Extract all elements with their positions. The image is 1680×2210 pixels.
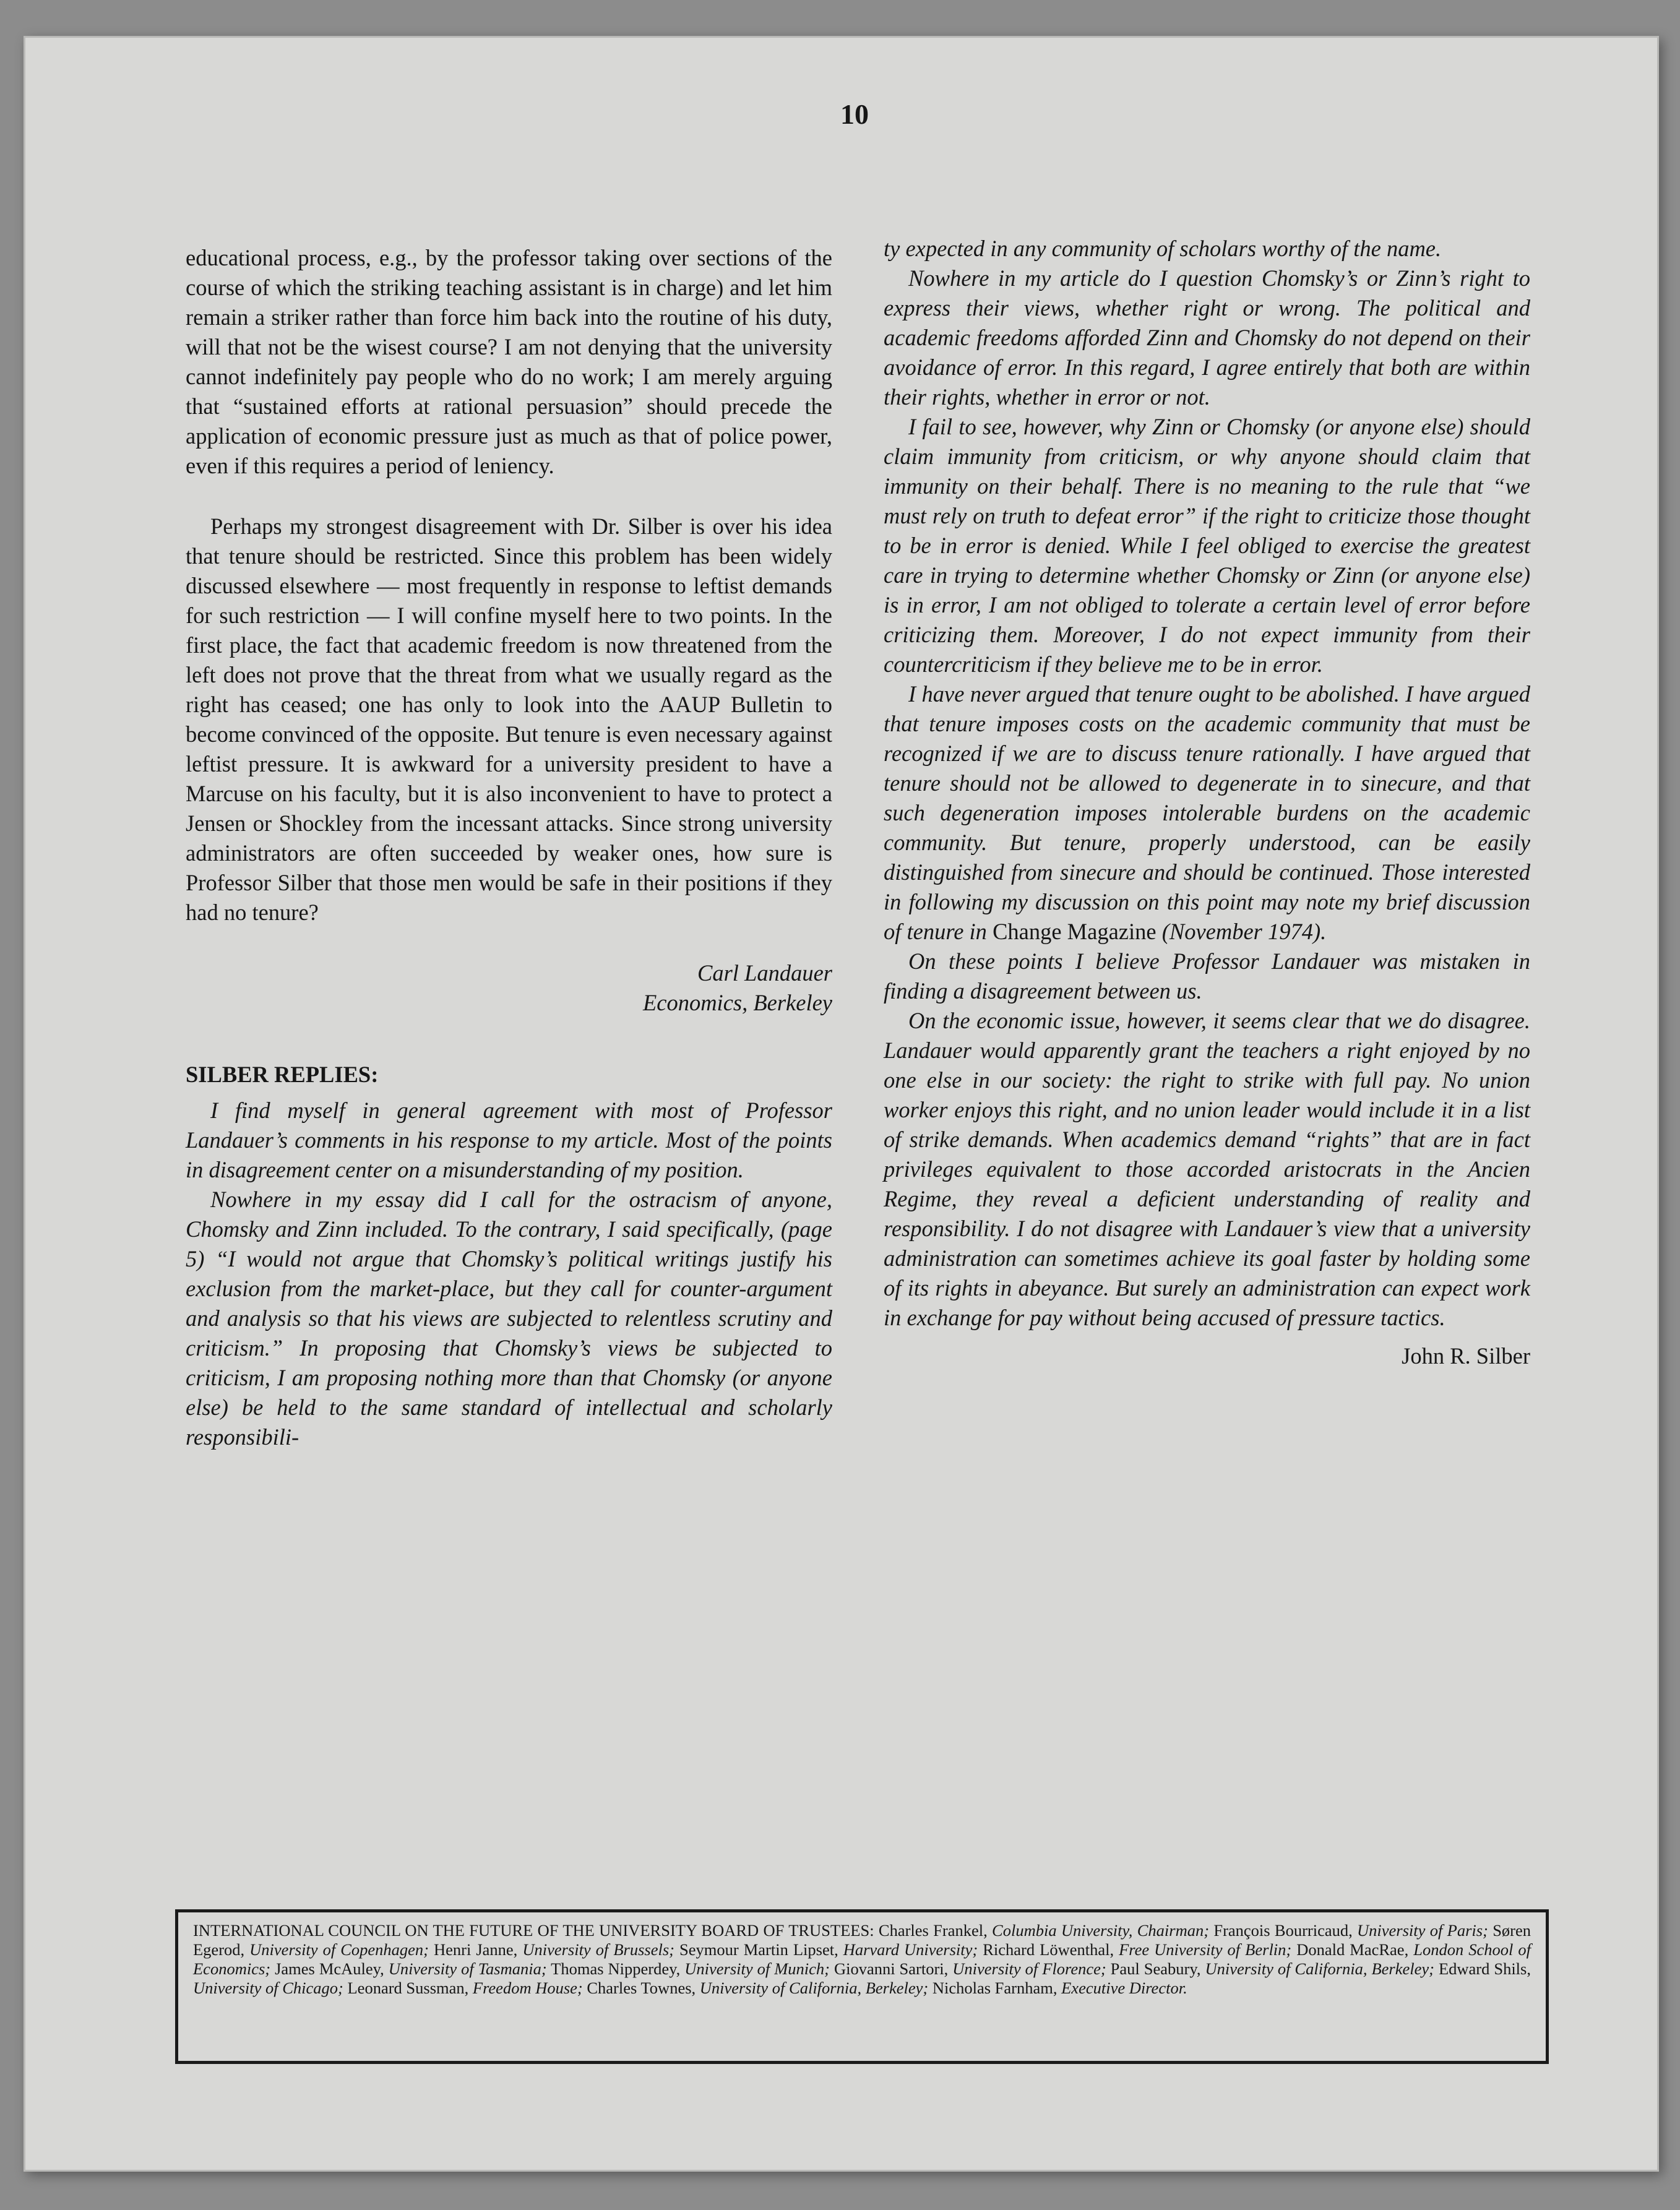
section-heading: SILBER REPLIES: xyxy=(186,1062,379,1087)
trustee-affiliation: Executive Director. xyxy=(1061,1979,1187,1997)
trustee-affiliation: University of Munich; xyxy=(684,1959,830,1978)
trustee-affiliation: Columbia University, Chairman; xyxy=(992,1921,1210,1940)
page-number: 10 xyxy=(840,98,869,130)
left-column xyxy=(186,243,832,1452)
trustee-name: Nicholas Farnham, xyxy=(928,1979,1062,1997)
paragraph: Perhaps my strongest disagreement with Dr. Silber is over his idea that tenure should be restricted. Since this problem has been widely discussed elsewhere — most frequently in response to leftist demands for such restriction — I will confine myself here to two points. In the first place, the fact that academic freedom is now threatened from the left does not prove that the threat from what we usually regard as the right has ceased; one has only to look into the AAUP Bulletin to become convinced of the opposite. But tenure is even necessary against leftist pressure. It is awkward for a university president to have a Marcuse on his faculty, but it is also inconvenient to have to protect a Jensen or Shockley from the incessant attacks. Since strong university administrators are often succeeded by weaker ones, how sure is Professor Silber that those men would be safe in their positions if they had no tenure? xyxy=(186,514,832,925)
trustee-name: François Bourricaud, xyxy=(1209,1921,1358,1940)
trustee-name: Edward Shils, xyxy=(1434,1959,1531,1978)
tenure-text: I have never argued that tenure ought to be abolished. I have argued that tenure imposes costs on the academic community that must be recognized if we are to discuss tenure rationally. I have argued that tenure should not be allowed to degenerate in to sinecure, and that such degeneration imposes intolerable burdens on the academic community. But tenure, properly understood, can be easily distinguished from sinecure and should be continued. Those interested in following my discussion on this point may note my brief discussion of tenure in xyxy=(884,681,1530,944)
trustee-name: Henri Janne, xyxy=(428,1940,523,1959)
trustee-affiliation: University of Florence; xyxy=(952,1959,1106,1978)
landauer-signoff xyxy=(186,958,832,1018)
signoff-name: Carl Landauer xyxy=(697,960,832,986)
trustee-affiliation: University of Paris; xyxy=(1357,1921,1488,1940)
paragraph: I find myself in general agreement with most of Professor Landauer’s comments in his response to my article. Most of the points in disagreement center on a misunderstanding of my position. xyxy=(186,1098,832,1182)
trustee-affiliation: University of Chicago; xyxy=(193,1979,343,1997)
signoff-affiliation: Economics, Berkeley xyxy=(642,990,832,1015)
trustee-name: James McAuley, xyxy=(270,1959,389,1978)
trustee-name: Seymour Martin Lipset, xyxy=(674,1940,843,1959)
document-page xyxy=(24,36,1659,2172)
trustee-name: Leonard Sussman, xyxy=(343,1979,473,1997)
trustee-affiliation: University of Copenhagen; xyxy=(249,1940,429,1959)
tenure-text-end: (November 1974). xyxy=(1156,919,1327,944)
magazine-title: Change Magazine xyxy=(993,919,1157,944)
trustee-affiliation: Harvard University; xyxy=(843,1940,978,1959)
trustee-name: Paul Seabury, xyxy=(1106,1959,1205,1978)
trustee-name: Donald MacRae, xyxy=(1291,1940,1414,1959)
paragraph: Nowhere in my article do I question Chomsky’s or Zinn’s right to express their views, whether right or wrong. The political and academic freedoms afforded Zinn and Chomsky do not depend on their avoidance of error. In this regard, I agree entirely that both are within their rights, whether in error or not. xyxy=(884,265,1530,410)
paragraph: Nowhere in my essay did I call for the ostracism of anyone, Chomsky and Zinn included. To the contrary, I said specifically, (page 5) “I would not argue that Chomsky’s political writings justify his exclusion from the market-place, but they call for counter-argument and analysis so that his views are subjected to relentless scrutiny and criticism.” In proposing that Chomsky’s views be subjected to criticism, I am proposing nothing more than that Chomsky (or anyone else) be held to the same standard of intellectual and scholarly responsibili- xyxy=(186,1187,832,1450)
trustees-lead: INTERNATIONAL COUNCIL ON THE FUTURE OF THE UNIVERSITY BOARD OF TRUSTEES: xyxy=(193,1921,874,1940)
trustee-name: Thomas Nipperdey, xyxy=(546,1959,685,1978)
trustee-name: Søren Egerod, xyxy=(193,1921,1531,1959)
trustee-name: Charles Frankel, xyxy=(878,1921,993,1940)
paragraph: ty expected in any community of scholars worthy of the name. xyxy=(884,236,1442,261)
paragraph: I fail to see, however, why Zinn or Chomsky (or anyone else) should claim immunity from criticism, or why anyone should claim that immunity on their behalf. There is no meaning to the rule that “we must rely on truth to defeat error” if the right to criticize those thought to be in error is denied. While I feel obliged to exercise the greatest care in trying to determine whether Chomsky or Zinn (or anyone else) is in error, I am not obliged to tolerate a certain level of error before criticizing them. Moreover, I do not expect immunity from their countercriticism if they believe me to be in error. xyxy=(884,414,1530,677)
trustee-affiliation: University of Tasmania; xyxy=(388,1959,547,1978)
trustee-name: Giovanni Sartori, xyxy=(829,1959,953,1978)
trustee-affiliation: University of Brussels; xyxy=(522,1940,674,1959)
paragraph: educational process, e.g., by the professor taking over sections of the course of which the striking teaching assistant is in charge) and let him remain a striker rather than force him back into the routine of his duty, will that not be the wisest course? I am not denying that the university cannot indefinitely pay people who do no work; I am merely arguing that “sustained efforts at rational persuasion” should precede the application of economic pressure just as much as that of police power, even if this requires a period of leniency. xyxy=(186,245,832,478)
trustee-affiliation: London School of Economics; xyxy=(193,1940,1531,1978)
trustee-name: Charles Townes, xyxy=(582,1979,700,1997)
trustee-name: Richard Löwenthal, xyxy=(978,1940,1119,1959)
trustees-box xyxy=(175,1909,1549,2064)
trustee-affiliation: University of California, Berkeley; xyxy=(1205,1959,1434,1978)
signature: John R. Silber xyxy=(1402,1343,1530,1369)
trustee-affiliation: Free University of Berlin; xyxy=(1119,1940,1292,1959)
trustee-affiliation: Freedom House; xyxy=(472,1979,583,1997)
paragraph: On the economic issue, however, it seems clear that we do disagree. Landauer would apparently grant the teachers a right enjoyed by no one else in our society: the right to strike with full pay. No union worker enjoys this right, and no union leader would include it in a list of strike demands. When academics demand “rights” that are in fact privileges equivalent to those accorded aristocrats in the Ancien Regime, they reveal a deficient understanding of reality and responsibility. I do not disagree with Landauer’s view that a university administration can sometimes achieve its goal faster by holding some of its rights in abeyance. But surely an administration can expect work in exchange for pay without being accused of pressure tactics. xyxy=(884,1008,1530,1330)
trustee-affiliation: University of California, Berkeley; xyxy=(699,1979,929,1997)
paragraph: On these points I believe Professor Landauer was mistaken in finding a disagreement between us. xyxy=(884,948,1530,1004)
paragraph xyxy=(884,679,1530,947)
right-column xyxy=(884,234,1530,1371)
